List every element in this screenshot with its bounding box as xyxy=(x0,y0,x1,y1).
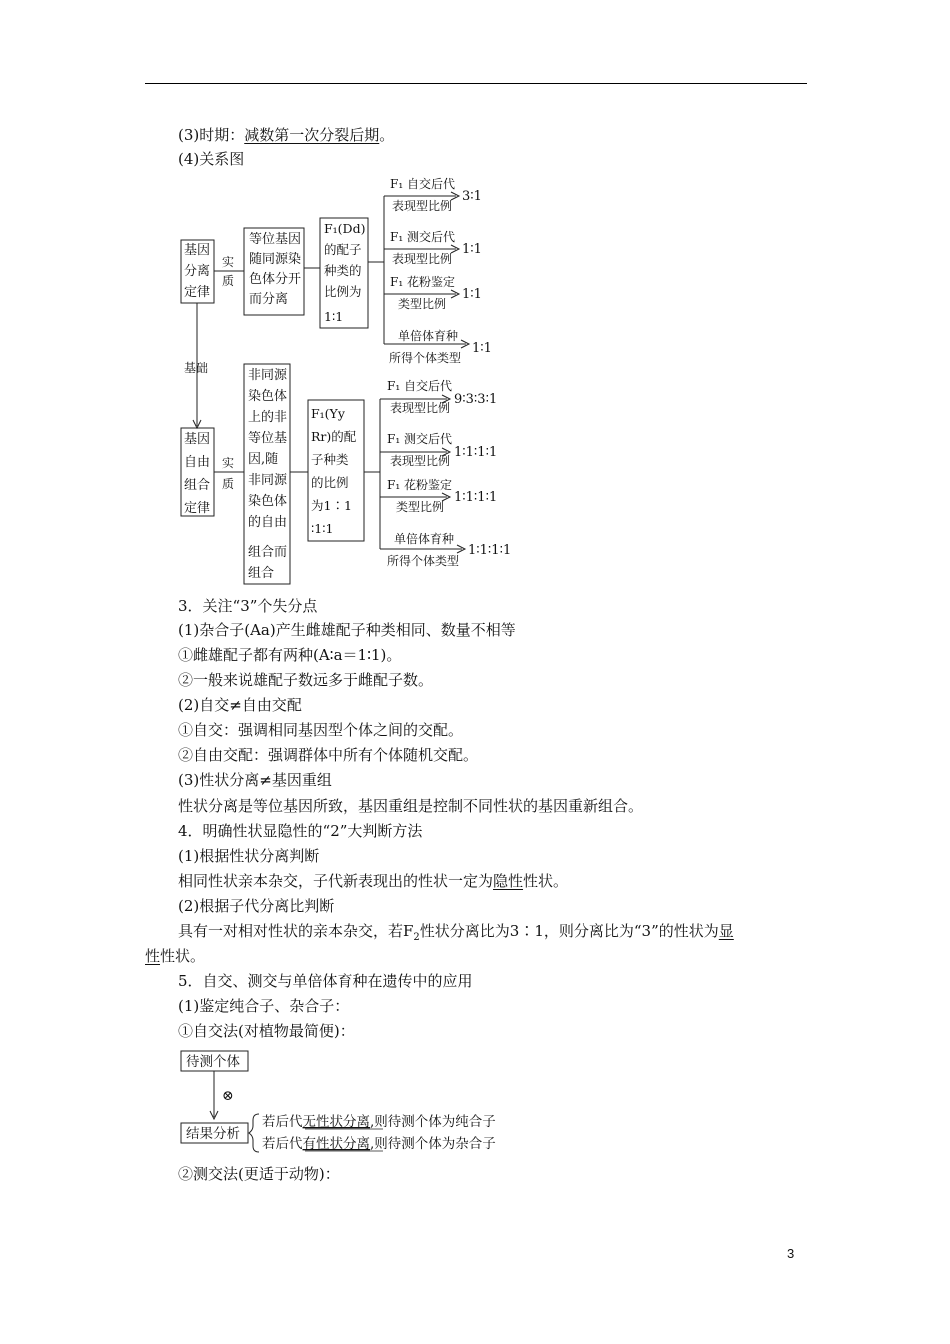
diagram-text: 表现型比例 xyxy=(390,454,451,468)
text-line: (3)性状分离≠基因重组 xyxy=(178,771,332,789)
diagram-text: 所得个体类型 xyxy=(389,351,462,365)
diagram-text: 比例为 xyxy=(324,284,362,299)
text-line: 性性状。 xyxy=(145,947,206,965)
diagram-text: 染色体 xyxy=(248,389,288,404)
text-line: (4)关系图 xyxy=(178,150,245,168)
text-line: 5．自交、测交与单倍体育种在遗传中的应用 xyxy=(178,972,473,990)
diagram-text: 实 xyxy=(222,255,235,269)
text-line: ①自交法(对植物最简便)： xyxy=(178,1022,355,1040)
diagram-text: 而分离 xyxy=(249,292,289,307)
assortment-law-text xyxy=(184,432,210,516)
text-line: ②一般来说雄配子数远多于雌配子数。 xyxy=(178,671,434,689)
diagram-text: 分离 xyxy=(183,264,211,279)
diagram-text: 子种类 xyxy=(311,452,349,467)
diagram-text: F₁ 自交后代 xyxy=(390,177,455,191)
text-line: (2)自交≠自由交配 xyxy=(178,696,302,714)
segregation-essence-text xyxy=(249,232,301,307)
diagram-text: ∶1∶1 xyxy=(311,521,334,536)
page-number: 3 xyxy=(787,1246,795,1261)
diagram-text: 1∶1 xyxy=(472,341,492,356)
text-line: 性状分离是等位基因所致，基因重组是控制不同性状的基因重新组合。 xyxy=(178,797,644,815)
assortment-gamete-box xyxy=(308,400,364,541)
diagram-text: 的配子 xyxy=(324,242,362,257)
diagram-text: F₁(Yy xyxy=(311,406,345,421)
diagram-text: 类型比例 xyxy=(398,297,447,311)
diagram-text: 质 xyxy=(222,274,235,288)
brace xyxy=(249,1114,259,1152)
diagram-text: 组合而 xyxy=(248,545,288,560)
diagram-text: 上的非 xyxy=(248,410,288,425)
diagram-text: 组合 xyxy=(248,566,275,581)
text-line: 相同性状亲本杂交，子代新表现出的性状一定为隐性性状。 xyxy=(178,872,569,890)
diagram-text: 色体分开 xyxy=(249,272,302,287)
diagram-text: F₁ 测交后代 xyxy=(390,230,455,244)
diagram-text: 实 xyxy=(222,456,235,470)
diagram-text: 1∶1 xyxy=(462,287,482,302)
diagram-text: 的自由 xyxy=(248,515,288,530)
diagram-text: 质 xyxy=(222,477,235,491)
diagram-text: 若后代有性状分离,则待测个体为杂合子 xyxy=(262,1136,496,1152)
diagram-text: 单倍体育种 xyxy=(394,532,455,546)
text-line: (1)鉴定纯合子、杂合子： xyxy=(178,997,350,1015)
text-line: ②自由交配：强调群体中所有个体随机交配。 xyxy=(178,746,479,764)
selfing-results xyxy=(262,1113,496,1152)
segregation-branches xyxy=(384,177,492,365)
diagram-text: 3∶1 xyxy=(462,189,482,204)
text-line: 4．明确性状显隐性的“2”大判断方法 xyxy=(178,822,423,840)
text-line: ①自交：强调相同基因型个体之间的交配。 xyxy=(178,721,464,739)
diagram-text: 1∶1 xyxy=(324,309,344,324)
diagram-text: 随同源染 xyxy=(249,252,302,267)
text-line: (1)根据性状分离判断 xyxy=(178,847,320,865)
diagram-text: 基础 xyxy=(184,361,209,375)
assortment-essence-text xyxy=(248,367,288,581)
diagram-text: 1∶1∶1∶1 xyxy=(468,543,512,558)
diagram-text: 的比例 xyxy=(311,475,349,490)
diagram-text: 定律 xyxy=(183,285,211,300)
diagram-text: 非同源 xyxy=(248,368,288,383)
diagram-text: 9∶3∶3∶1 xyxy=(454,392,498,407)
diagram-text: F₁(Dd) xyxy=(324,221,366,236)
diagram-text: 定律 xyxy=(183,501,211,516)
diagram-text: 表现型比例 xyxy=(390,401,451,415)
diagram-text: 基因 xyxy=(183,243,211,258)
diagram-text: Rr)的配 xyxy=(311,429,357,444)
segregation-gamete-text xyxy=(324,221,365,324)
diagram-text: F₁ 花粉鉴定 xyxy=(390,275,455,289)
diagram-text: 等位基 xyxy=(248,431,288,446)
diagram-text: 所得个体类型 xyxy=(387,554,460,568)
text-line: ①雌雄配子都有两种(A∶a＝1∶1)。 xyxy=(178,646,402,664)
diagram-text: 基因 xyxy=(183,432,211,447)
text-line: ②测交法(更适于动物)： xyxy=(178,1165,340,1183)
text-line: 3．关注“3”个失分点 xyxy=(178,597,318,615)
assortment-gamete-text xyxy=(311,406,357,536)
diagram-text: 等位基因 xyxy=(249,232,302,247)
text-line: (3)时期：减数第一次分裂后期。 xyxy=(178,126,395,144)
text-line: (2)根据子代分离比判断 xyxy=(178,897,335,915)
diagram-text: 因,随 xyxy=(248,452,279,467)
diagram-text: 1∶1∶1∶1 xyxy=(454,445,498,460)
segregation-law-text xyxy=(184,243,210,300)
text-line: (1)杂合子(Aa)产生雌雄配子种类相同、数量不相等 xyxy=(178,621,516,639)
diagram-text: 染色体 xyxy=(248,494,288,509)
diagram-text: 1∶1∶1∶1 xyxy=(454,490,498,505)
diagram-text: F₁ 测交后代 xyxy=(387,432,452,446)
diagram-text: 自由 xyxy=(183,455,211,470)
selfing-symbol: ⊗ xyxy=(222,1088,234,1104)
diagram-text: 若后代无性状分离,则待测个体为纯合子 xyxy=(262,1114,496,1130)
diagram-text: 为1∶1 xyxy=(311,498,352,513)
diagram-text: 非同源 xyxy=(248,473,288,488)
diagram-text: 1∶1 xyxy=(462,242,482,257)
diagram-text: 种类的 xyxy=(324,263,362,278)
text-line: 具有一对相对性状的亲本杂交，若$F_2$性状分离比为3∶1，则分离比为“3”的性状为显 xyxy=(178,922,734,943)
diagram-text: 类型比例 xyxy=(396,500,445,514)
diagram-text: 单倍体育种 xyxy=(398,329,459,343)
test-individual-label: 待测个体 xyxy=(186,1054,240,1070)
assortment-branches xyxy=(380,379,511,568)
result-analysis-label: 结果分析 xyxy=(186,1126,240,1142)
diagram-text: F₁ 自交后代 xyxy=(387,379,452,393)
diagram-text: 组合 xyxy=(183,478,211,493)
diagram-text: 表现型比例 xyxy=(392,199,453,213)
diagram-text: F₁ 花粉鉴定 xyxy=(387,478,452,492)
diagram-text: 表现型比例 xyxy=(392,252,453,266)
